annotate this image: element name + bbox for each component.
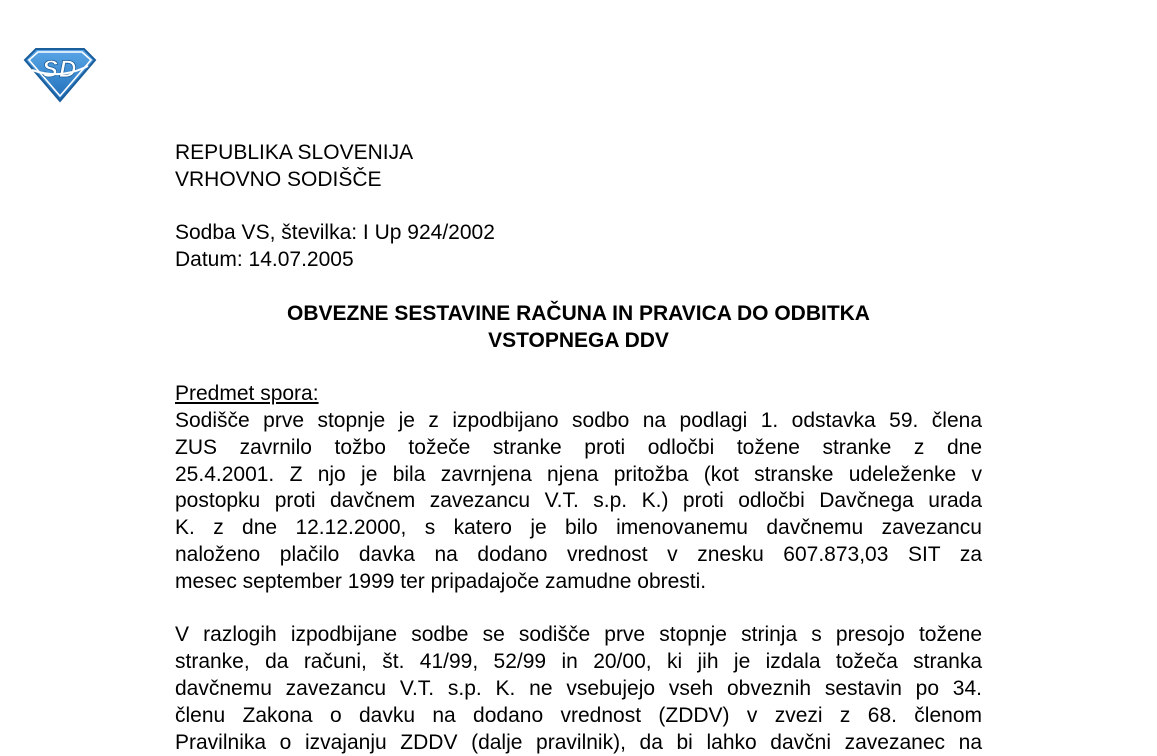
- document-title-line-1: OBVEZNE SESTAVINE RAČUNA IN PRAVICA DO ODBITKA: [287, 301, 870, 325]
- paragraph-line: členu Zakona o davku na dodano vrednost (ZDDV) v zvezi z 68. členom: [175, 703, 982, 727]
- svg-text:D: D: [59, 56, 77, 83]
- country-name: REPUBLIKA SLOVENIJA: [175, 141, 414, 164]
- paragraph-line: Sodišče prve stopnje je z izpodbijano sodbo na podlagi 1. odstavka 59. člena: [175, 408, 982, 432]
- paragraph-line: V razlogih izpodbijane sodbe se sodišče prve stopnje strinja s presojo tožene: [175, 623, 982, 647]
- case-date: Datum: 14.07.2005: [175, 248, 354, 272]
- paragraph-line: mesec september 1999 ter pripadajoče zamudne obresti.: [175, 569, 707, 593]
- case-number: Sodba VS, številka: I Up 924/2002: [175, 221, 495, 245]
- paragraph-line: ZUS zavrnilo tožbo tožeče stranke proti odločbi tožene stranke z dne: [175, 435, 982, 459]
- court-name: VRHOVNO SODIŠČE: [175, 167, 382, 191]
- paragraph-line: K. z dne 12.12.2000, s katero je bilo imenovanemu davčnemu zavezancu: [175, 516, 982, 540]
- paragraph-line: davčnemu zavezancu V.T. s.p. K. ne vsebujejo vseh obveznih sestavin po 34.: [175, 676, 982, 700]
- document-title-line-2: VSTOPNEGA DDV: [488, 328, 669, 352]
- paragraph-line: Pravilnika o izvajanju ZDDV (dalje pravilnik), da bi lahko davčni zavezanec na: [175, 730, 982, 754]
- paragraph-line: postopku proti davčnem zavezancu V.T. s.p. K.) proti odločbi Davčnega urada: [175, 489, 982, 513]
- paragraph-2: [175, 622, 982, 756]
- paragraph-line: 25.4.2001. Z njo je bila zavrnjena njena pritožba (kot stranske udeleženke v: [175, 462, 982, 486]
- judgment-document: [175, 140, 982, 756]
- paragraph-1: [175, 408, 982, 596]
- svg-text:S: S: [42, 56, 59, 83]
- paragraph-line: stranke, da računi, št. 41/99, 52/99 in 20/00, ki jih je izdala tožeča stranka: [175, 650, 982, 674]
- court-logo-icon: [22, 46, 98, 104]
- paragraph-line: naloženo plačilo davka na dodano vrednost v znesku 607.873,03 SIT za: [175, 542, 982, 566]
- section-heading: Predmet spora:: [175, 382, 319, 406]
